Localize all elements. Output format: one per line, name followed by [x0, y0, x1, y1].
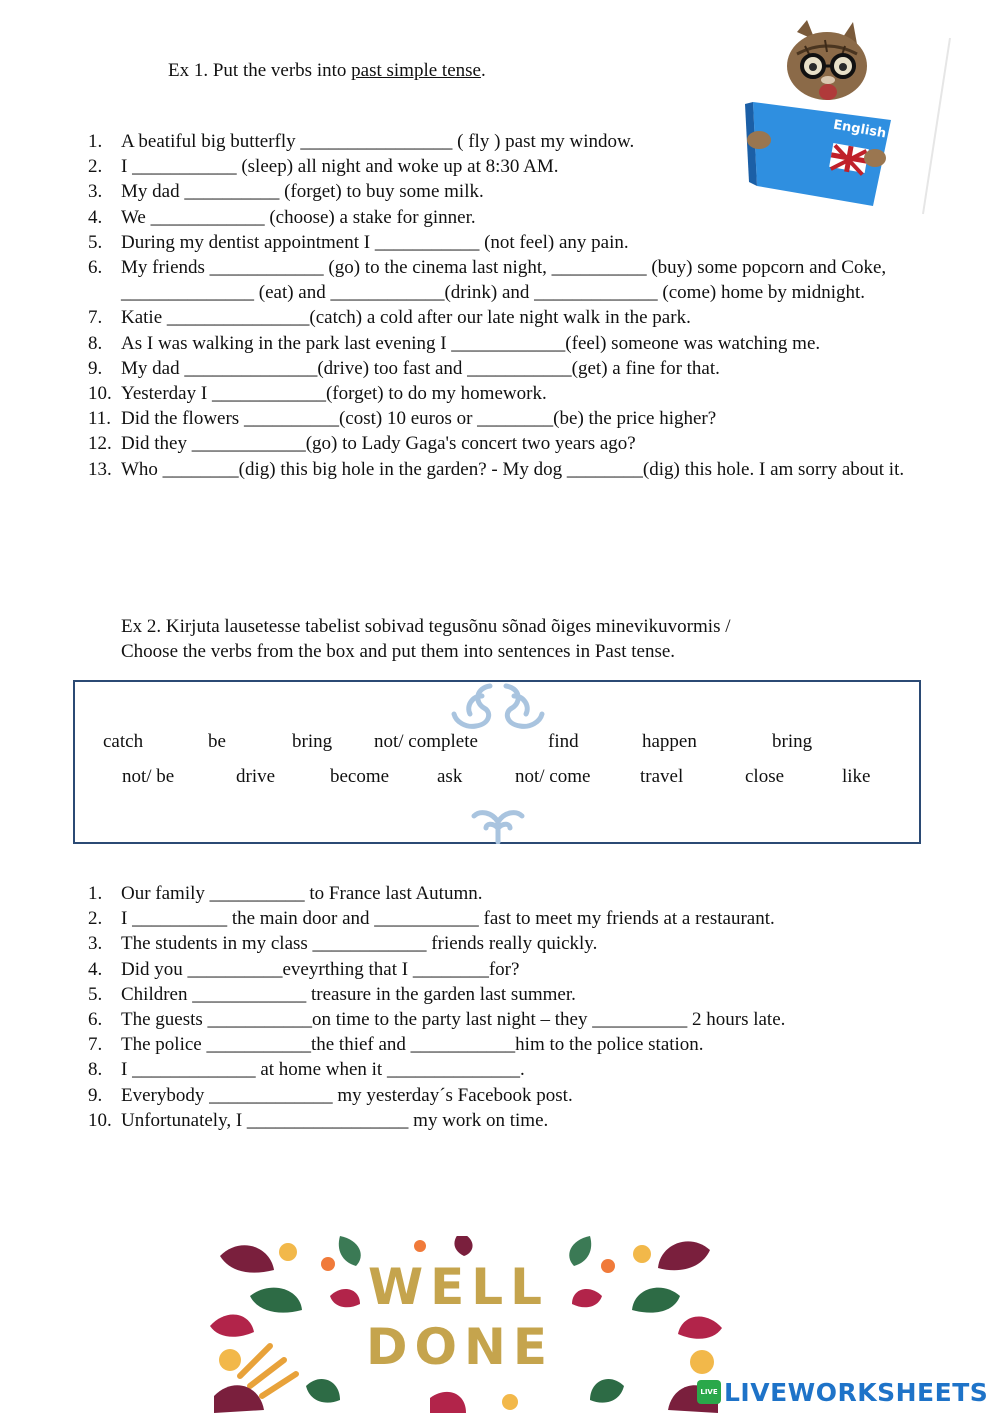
list-item [88, 931, 948, 956]
list-item [88, 331, 948, 356]
list-item [88, 356, 948, 381]
list-item [88, 305, 948, 330]
item-text: I _____________ at home when it ______________. [121, 1059, 525, 1081]
logo-badge-icon: LIVE [697, 1380, 721, 1404]
exercise-2-title-line2: Choose the verbs from the box and put them into sentences in Past tense. [121, 641, 676, 662]
item-text: Yesterday I ____________(forget) to do my homework. [121, 383, 547, 405]
ornament-bottom-icon [470, 808, 526, 844]
book-label: English [832, 117, 888, 142]
item-text: We ____________ (choose) a stake for ginner. [121, 206, 476, 228]
item-number: 7. [88, 1034, 103, 1056]
box-word: catch [103, 731, 144, 752]
exercise-2-title-line1: Ex 2. Kirjuta lausetesse tabelist sobivad tegusõnu sõnad õiges minevikuvormis / [121, 616, 731, 637]
item-number: 11. [88, 408, 112, 430]
item-number: 10. [88, 383, 112, 405]
box-word: become [330, 766, 390, 787]
item-number: 12. [88, 433, 112, 455]
box-word: travel [640, 766, 684, 787]
item-text: My dad __________ (forget) to buy some milk. [121, 181, 484, 203]
box-word: find [548, 731, 579, 752]
item-text: The guests ___________on time to the party last night – they __________ 2 hours late. [121, 1009, 786, 1031]
exercise-1-title-suffix: . [480, 60, 486, 81]
item-text: Did you __________eveyrthing that I ________for? [121, 958, 520, 980]
box-word: drive [236, 766, 276, 787]
box-word: close [745, 766, 785, 787]
item-text: During my dentist appointment I ___________ (not feel) any pain. [121, 231, 629, 253]
well-text: WELL [368, 1258, 550, 1316]
list-item [88, 255, 948, 305]
list-item [88, 129, 948, 154]
item-number: 5. [88, 983, 103, 1005]
list-item [88, 1108, 948, 1133]
list-item [88, 205, 948, 230]
item-number: 10. [88, 1109, 112, 1131]
item-number: 5. [88, 231, 103, 253]
item-number: 4. [88, 958, 103, 980]
item-text: Did the flowers __________(cost) 10 euros or ________(be) the price higher? [121, 408, 717, 430]
item-text: Our family __________ to France last Autumn. [121, 883, 483, 904]
exercise-1-title-prefix: Ex 1. Put the verbs into [168, 60, 352, 81]
list-item [88, 457, 948, 482]
list-item [88, 982, 948, 1007]
item-number: 13. [88, 458, 112, 480]
box-word: not/ be [122, 766, 175, 787]
box-word: happen [642, 731, 697, 752]
liveworksheets-logo [697, 1372, 988, 1412]
item-number: 3. [88, 933, 103, 955]
item-number: 4. [88, 206, 103, 228]
item-number: 1. [88, 131, 103, 152]
item-text: Who ________(dig) this big hole in the garden? - My dog ________(dig) this hole. I am sorry about it. [121, 458, 905, 480]
exercise-1-list [88, 129, 948, 482]
box-word: ask [437, 766, 463, 787]
item-number: 2. [88, 156, 103, 178]
item-text: Children ____________ treasure in the garden last summer. [121, 983, 576, 1005]
item-number: 7. [88, 307, 103, 329]
box-word: not/ complete [374, 731, 478, 752]
item-number: 3. [88, 181, 103, 203]
list-item [88, 154, 948, 179]
list-item [88, 230, 948, 255]
box-word: bring [772, 731, 813, 752]
box-word: like [842, 766, 871, 787]
list-item [88, 179, 948, 204]
item-text: Did they ____________(go) to Lady Gaga's concert two years ago? [121, 433, 636, 455]
item-number: 1. [88, 883, 103, 904]
logo-text: LIVEWORKSHEETS [724, 1377, 989, 1407]
item-number: 8. [88, 332, 103, 354]
list-item [88, 906, 948, 931]
item-number: 6. [88, 1009, 103, 1031]
box-word: be [208, 731, 226, 752]
well-done-card [210, 1236, 722, 1413]
item-text: A beatiful big butterfly ________________ ( fly ) past my window. [121, 131, 635, 152]
item-number: 9. [88, 357, 103, 379]
exercise-2-list [88, 881, 948, 1133]
item-text: Unfortunately, I _________________ my work on time. [121, 1109, 549, 1131]
exercise-1-title [168, 60, 486, 82]
exercise-2-title [121, 614, 731, 664]
exercise-1-title-underlined: past simple tense [351, 60, 481, 81]
item-text: The police ___________the thief and ___________him to the police station. [121, 1034, 704, 1056]
list-item [88, 431, 948, 456]
list-item [88, 406, 948, 431]
item-text: Katie _______________(catch) a cold after our late night walk in the park. [121, 307, 691, 329]
item-number: 2. [88, 908, 103, 930]
item-text: My dad ______________(drive) too fast and ___________(get) a fine for that. [121, 357, 720, 379]
item-text: My friends ____________ (go) to the cinema last night, __________ (buy) some popcorn and Coke, ______________ (eat) and ____________(drink) and _____________ (come) home by midnight. [121, 257, 887, 304]
list-item [88, 1057, 948, 1082]
item-number: 6. [88, 257, 103, 279]
list-item [88, 881, 948, 906]
list-item [88, 1007, 948, 1032]
done-text: DONE [366, 1318, 555, 1376]
list-item [88, 957, 948, 982]
list-item [88, 1083, 948, 1108]
list-item [88, 1032, 948, 1057]
item-text: As I was walking in the park last evening I ____________(feel) someone was watching me. [121, 332, 821, 354]
ornament-top-icon [446, 682, 550, 734]
list-item [88, 381, 948, 406]
box-word: not/ come [515, 766, 591, 787]
item-text: Everybody _____________ my yesterday´s Facebook post. [121, 1084, 573, 1106]
item-text: The students in my class ____________ friends really quickly. [121, 933, 598, 955]
item-text: I __________ the main door and ___________ fast to meet my friends at a restaurant. [121, 908, 775, 930]
item-number: 9. [88, 1084, 103, 1106]
item-text: I ___________ (sleep) all night and woke up at 8:30 AM. [121, 156, 559, 178]
box-word: bring [292, 731, 333, 752]
item-number: 8. [88, 1059, 103, 1081]
